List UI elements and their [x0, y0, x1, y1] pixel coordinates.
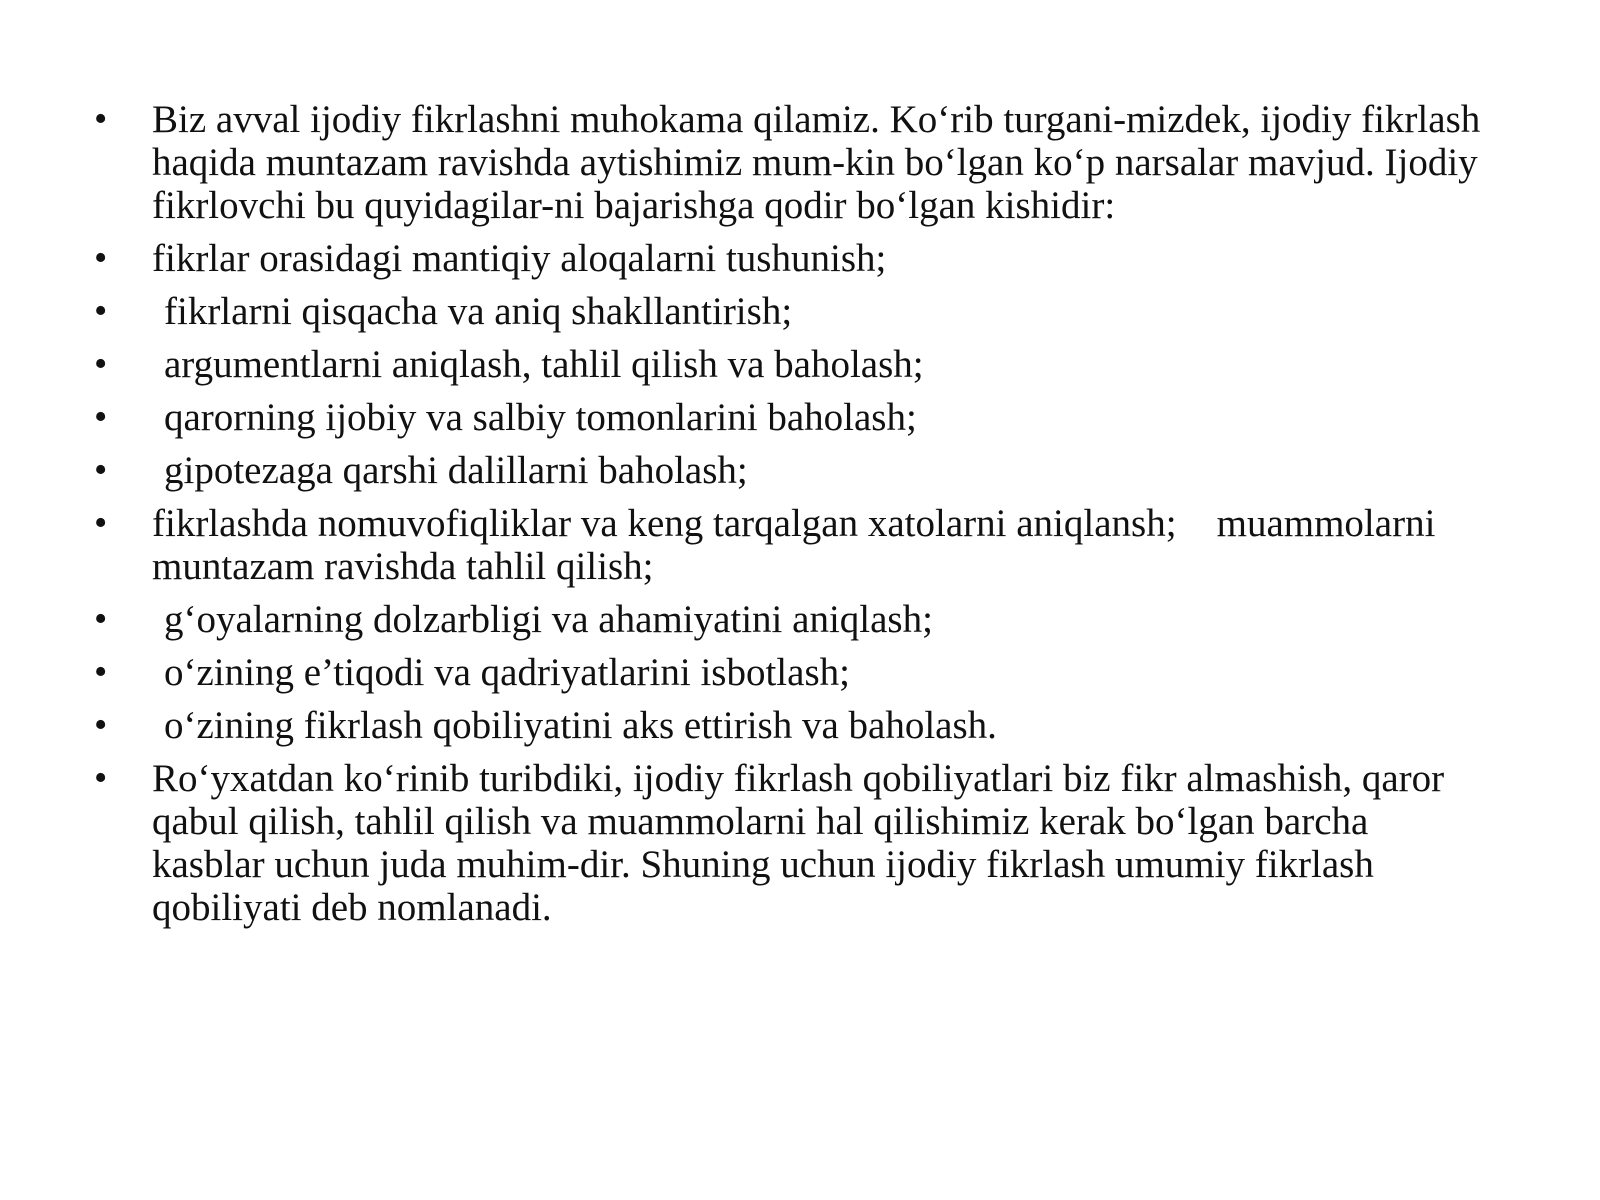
bullet-icon: • — [94, 757, 108, 799]
bullet-icon: • — [94, 290, 108, 332]
list-item-text: fikrlarni qisqacha va aniq shakllantirish; — [164, 290, 793, 333]
list-item — [94, 343, 1490, 386]
bullet-icon: • — [94, 704, 108, 746]
list-item — [94, 449, 1490, 492]
list-item-text: oʻzining e’tiqodi va qadriyatlarini isbotlash; — [164, 651, 850, 694]
bullet-icon: • — [94, 237, 108, 279]
list-item-text: oʻzining fikrlash qobiliyatini aks ettirish va baholash. — [164, 704, 997, 747]
list-item-text: Biz avval ijodiy fikrlashni muhokama qilamiz. Koʻrib turgani-mizdek, ijodiy fikrlash haqida muntazam ravishda aytishimiz mum-kin boʻlgan koʻp narsalar mavjud. Ijodiy fikrlovchi bu quyidagilar-ni bajarishga qodir boʻlgan kishidir: — [152, 98, 1481, 227]
bullet-icon: • — [94, 449, 108, 491]
list-item — [94, 290, 1490, 333]
list-item-text: qarorning ijobiy va salbiy tomonlarini baholash; — [164, 396, 917, 439]
list-item-text: argumentlarni aniqlash, tahlil qilish va baholash; — [164, 343, 924, 386]
list-item-text: fikrlar orasidagi mantiqiy aloqalarni tushunish; — [152, 237, 887, 280]
list-item — [94, 396, 1490, 439]
list-item-text: fikrlashda nomuvofiqliklar va keng tarqalgan xatolarni aniqlansh; muammolarni muntazam ravishda tahlil qilish; — [152, 502, 1406, 588]
list-item — [94, 651, 1490, 694]
list-item — [94, 237, 1490, 280]
bullet-icon: • — [94, 651, 108, 693]
bullet-icon: • — [94, 598, 108, 640]
list-item — [94, 502, 1490, 588]
bullet-icon: • — [94, 343, 108, 385]
bullet-icon: • — [94, 396, 108, 438]
list-item — [94, 704, 1490, 747]
list-item-text: Roʻyxatdan koʻrinib turibdiki, ijodiy fikrlash qobiliyatlari biz fikr almashish, qaror qabul qilish, tahlil qilish va muammolarni hal qilishimiz kerak boʻlgan barcha kasblar uchun juda muhim-dir. Shuning uchun ijodiy fikrlash umumiy fikrlash qobiliyati deb nomlanadi. — [152, 757, 1445, 929]
bullet-icon: • — [94, 98, 108, 140]
list-item — [94, 598, 1490, 641]
list-item — [94, 757, 1490, 929]
list-item — [94, 98, 1490, 227]
bullet-list — [94, 98, 1490, 929]
bullet-icon: • — [94, 502, 108, 544]
list-item-text: gipotezaga qarshi dalillarni baholash; — [164, 449, 748, 492]
list-item-text: gʻoyalarning dolzarbligi va ahamiyatini aniqlash; — [164, 598, 933, 641]
